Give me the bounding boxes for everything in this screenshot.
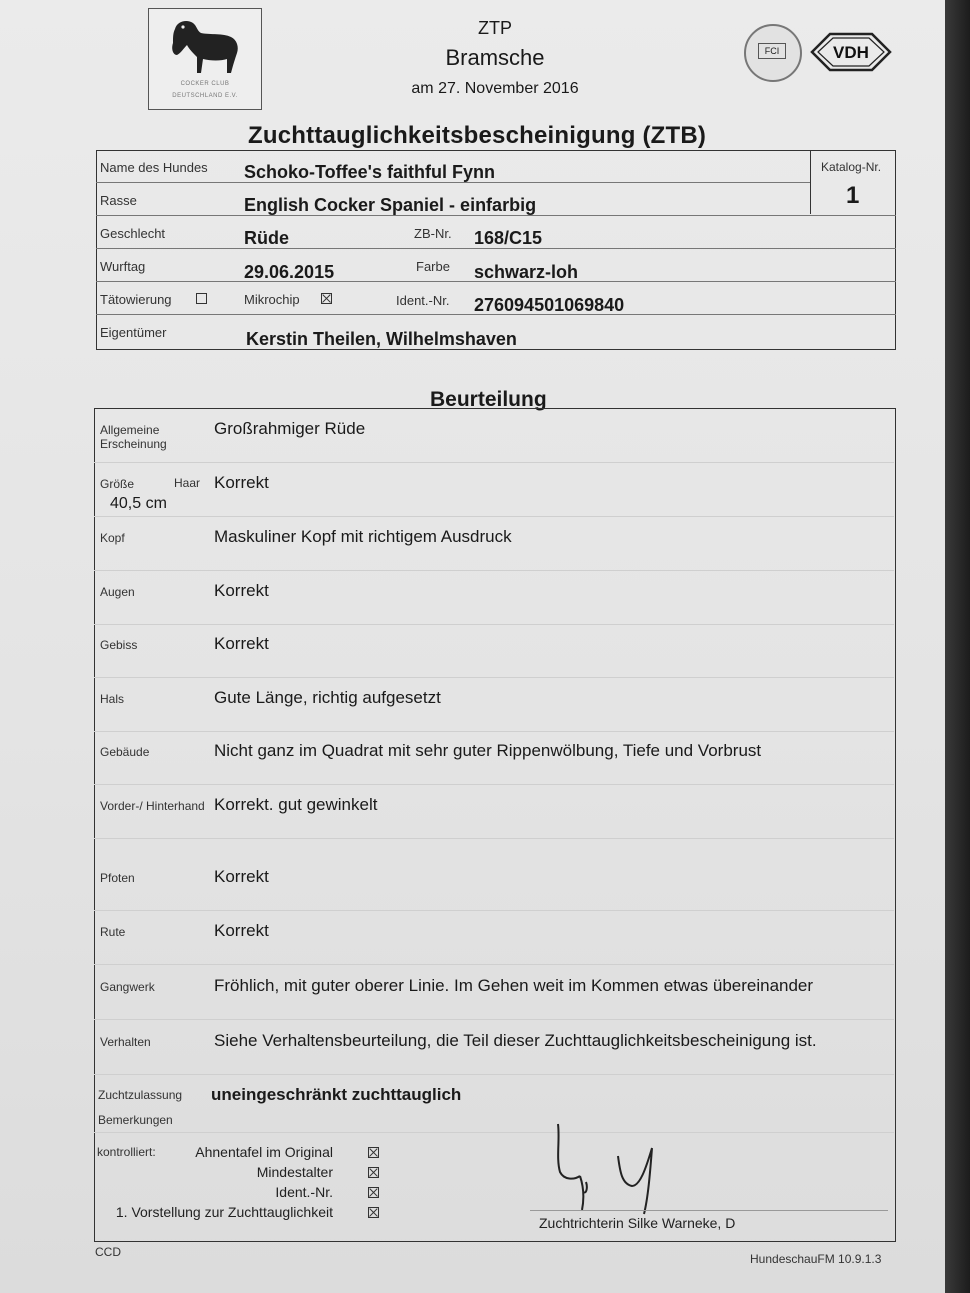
- logo-text-bottom: DEUTSCHLAND E.V.: [172, 93, 238, 99]
- assessment-row-value: Korrekt: [214, 867, 269, 886]
- owner-label: Eigentümer: [100, 325, 167, 340]
- assessment-row-value: Korrekt. gut gewinkelt: [214, 795, 378, 814]
- footer-right: HundeschauFM 10.9.1.3: [750, 1252, 882, 1266]
- row-divider: [94, 677, 894, 678]
- check-item-checkbox: [368, 1187, 379, 1198]
- assessment-row-label: Vorder-/ Hinterhand: [100, 799, 205, 813]
- hair-label: Haar: [174, 476, 201, 490]
- assessment-row-value: Nicht ganz im Quadrat mit sehr guter Rippenwölbung, Tiefe und Vorbrust: [214, 741, 762, 760]
- assessment-row-label: Allgemeine Erscheinung: [100, 423, 167, 451]
- size-value: 40,5 cm: [110, 495, 167, 512]
- assessment-row-value: Siehe Verhaltensbeurteilung, die Teil dieser Zuchttauglichkeitsbescheinigung ist.: [214, 1031, 817, 1050]
- check-item-checkbox: [368, 1167, 379, 1178]
- dog-name: Schoko-Toffee's faithful Fynn: [244, 162, 495, 182]
- tattoo-label: Tätowierung: [100, 292, 172, 307]
- row-divider: [94, 1019, 894, 1020]
- assessment-row-label: Gebiss: [100, 638, 138, 652]
- assessment-row-value: Korrekt: [214, 634, 269, 653]
- tattoo-checkbox: [196, 293, 207, 304]
- assessment-row-value: Korrekt: [214, 921, 269, 940]
- check-item-label: 1. Vorstellung zur Zuchttauglichkeit: [115, 1204, 333, 1220]
- assessment-row-value: Korrekt: [214, 581, 269, 600]
- color-value: schwarz-loh: [474, 262, 579, 282]
- cocker-spaniel-icon: [167, 15, 243, 79]
- assessment-row-label: Gangwerk: [100, 980, 155, 994]
- judge-name: Zuchtrichterin Silke Warneke, D: [539, 1215, 736, 1231]
- row-divider: [94, 624, 894, 625]
- assessment-row-label: Größe: [100, 477, 135, 491]
- assessment-row-label: Augen: [100, 585, 135, 599]
- remarks-label: Bemerkungen: [98, 1113, 173, 1127]
- event-date: am 27. November 2016: [411, 80, 579, 97]
- dog-name-label: Name des Hundes: [100, 160, 208, 175]
- assessment-row-label: Hals: [100, 692, 125, 706]
- litter-date: 29.06.2015: [244, 262, 335, 282]
- event-name: ZTP: [478, 18, 512, 38]
- document-title: Zuchttauglichkeitsbescheinigung (ZTB): [248, 122, 707, 149]
- assessment-row-value: Großrahmiger Rüde: [214, 419, 366, 438]
- row-divider: [94, 462, 894, 463]
- assessment-row-label: Kopf: [100, 531, 125, 545]
- zb-value: 168/C15: [474, 228, 543, 248]
- microchip-label: Mikrochip: [244, 292, 300, 307]
- assessment-row-value: Korrekt: [214, 473, 269, 492]
- assessment-row-label: Rute: [100, 925, 126, 939]
- dog-info-table: [96, 150, 896, 350]
- sex-value: Rüde: [244, 228, 289, 248]
- vdh-logo: [808, 30, 894, 74]
- check-item-label: Ident.-Nr.: [275, 1184, 333, 1200]
- catalog-number: 1: [846, 182, 860, 209]
- owner-value: Kerstin Theilen, Wilhelmshaven: [246, 329, 517, 349]
- footer-left: CCD: [95, 1245, 121, 1259]
- check-item-checkbox: [368, 1207, 379, 1218]
- microchip-checkbox: [321, 293, 332, 304]
- breeding-value: uneingeschränkt zuchttauglich: [211, 1085, 462, 1104]
- logo-text-top: COCKER CLUB: [180, 81, 230, 87]
- fci-logo: [744, 24, 802, 82]
- check-item-label: Ahnentafel im Original: [195, 1144, 333, 1160]
- row-divider: [94, 570, 894, 571]
- zb-label: ZB-Nr.: [414, 226, 452, 241]
- assessment-row-label: Gebäude: [100, 745, 150, 759]
- litter-label: Wurftag: [100, 259, 146, 274]
- assessment-row-value: Gute Länge, richtig aufgesetzt: [214, 688, 441, 707]
- event-city: Bramsche: [445, 45, 545, 70]
- fci-label: FCI: [758, 43, 786, 59]
- assessment-row-label: Verhalten: [100, 1035, 151, 1049]
- catalog-label: Katalog-Nr.: [821, 160, 882, 174]
- checked-label: kontrolliert:: [97, 1145, 156, 1159]
- row-divider: [94, 784, 894, 785]
- check-item-label: Mindestalter: [256, 1164, 333, 1180]
- assessment-row-label: Pfoten: [100, 871, 135, 885]
- row-divider: [94, 731, 894, 732]
- ident-label: Ident.-Nr.: [396, 293, 450, 308]
- row-divider: [94, 1074, 894, 1075]
- assessment-row-value: Maskuliner Kopf mit richtigem Ausdruck: [214, 527, 512, 546]
- row-divider: [94, 838, 894, 839]
- sex-label: Geschlecht: [100, 226, 166, 241]
- club-logo: [148, 8, 262, 110]
- breed-value: English Cocker Spaniel - einfarbig: [244, 195, 537, 215]
- judge-signature: [548, 1118, 668, 1218]
- assessment-title: Beurteilung: [430, 388, 547, 411]
- row-divider: [94, 910, 894, 911]
- vdh-label: VDH: [833, 43, 869, 62]
- color-label: Farbe: [416, 259, 450, 274]
- row-divider: [94, 964, 894, 965]
- check-item-checkbox: [368, 1147, 379, 1158]
- breed-label: Rasse: [100, 193, 137, 208]
- row-divider: [94, 516, 894, 517]
- assessment-row-value: Fröhlich, mit guter oberer Linie. Im Gehen weit im Kommen etwas übereinander: [214, 976, 814, 995]
- breeding-label: Zuchtzulassung: [98, 1088, 183, 1102]
- ident-value: 276094501069840: [474, 295, 625, 315]
- background-edge: [945, 0, 970, 1293]
